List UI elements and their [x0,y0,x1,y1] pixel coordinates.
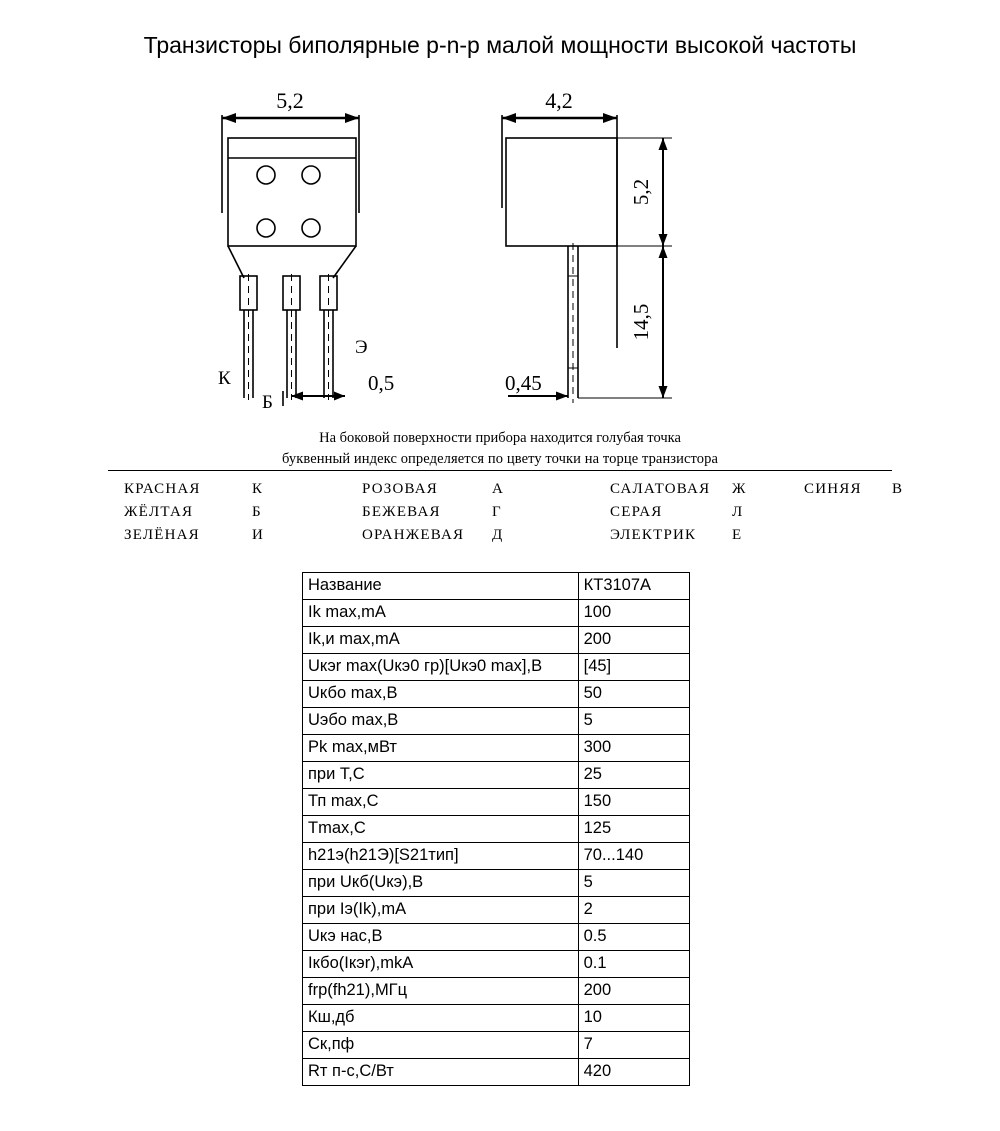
param-value: 10 [578,1005,689,1032]
legend-color-name: СЕРАЯ [610,504,663,520]
param-value: 150 [578,789,689,816]
param-name: Pk max,мВт [303,735,579,762]
param-value: 5 [578,870,689,897]
legend-color-code: В [892,481,904,497]
param-name: h21э(h21Э)[S21тип] [303,843,579,870]
param-name: при Т,С [303,762,579,789]
table-row [303,762,690,789]
param-value: 50 [578,681,689,708]
legend-color-code [892,524,903,547]
page-title: Транзисторы биполярные p-n-p малой мощности высокой частоты [143,32,857,58]
legend-color-name: БЕЖЕВАЯ [362,504,441,520]
table-row [303,816,690,843]
param-name: Название [303,573,579,600]
legend-color-code [892,501,903,524]
label-base: Б [262,392,273,413]
table-row [303,978,690,1005]
color-code-legend [124,478,914,547]
table-row [303,843,690,870]
param-value: 25 [578,762,689,789]
param-value: 200 [578,978,689,1005]
notes-divider [108,470,892,471]
param-value: 420 [578,1059,689,1086]
table-row [303,600,690,627]
table-row [303,897,690,924]
param-name: Uкэ нас,В [303,924,579,951]
param-name: frp(fh21),МГц [303,978,579,1005]
legend-color-code: Г [492,504,502,520]
legend-color-name: ЭЛЕКТРИК [610,527,697,543]
param-value: КТ3107А [578,573,689,600]
table-row [303,708,690,735]
param-value: 0.1 [578,951,689,978]
legend-color-name: ОРАНЖЕВАЯ [362,527,465,543]
param-name: Ik max,mA [303,600,579,627]
legend-color-code: Л [732,504,744,520]
param-value: 5 [578,708,689,735]
legend-color-name: САЛАТОВАЯ [610,481,711,497]
table-row [303,1032,690,1059]
param-value: 2 [578,897,689,924]
dim-lead-length: 14,5 [629,303,653,341]
legend-color-code: Д [492,527,504,543]
param-name: Тmax,С [303,816,579,843]
legend-color-code: Б [252,504,262,520]
param-name: Uэбо max,В [303,708,579,735]
param-value: 0.5 [578,924,689,951]
table-row [303,789,690,816]
table-row [303,870,690,897]
param-name: при Iэ(Ik),mA [303,897,579,924]
table-row [303,735,690,762]
param-value: 100 [578,600,689,627]
legend-color-code: И [252,527,265,543]
legend-color-code: Ж [732,481,747,497]
dim-front-width: 5,2 [276,88,304,113]
note-line-2: буквенный индекс определяется по цвету точки на торце транзистора [281,450,719,467]
param-name: Uкэr max(Uкэ0 гр)[Uкэ0 max],В [303,654,579,681]
param-name: Uкбо max,В [303,681,579,708]
param-name: Ск,пф [303,1032,579,1059]
param-value: [45] [578,654,689,681]
table-row [303,573,690,600]
table-row [303,681,690,708]
param-name: при Uкб(Uкэ),В [303,870,579,897]
param-value: 200 [578,627,689,654]
note-line-1: На боковой поверхности прибора находится голубая точка [319,430,681,446]
table-row [303,654,690,681]
legend-row [124,478,903,501]
param-value: 70...140 [578,843,689,870]
param-value: 125 [578,816,689,843]
dim-side-height: 5,2 [629,178,653,206]
legend-color-name: РОЗОВАЯ [362,481,439,497]
table-row [303,951,690,978]
legend-row [124,524,903,547]
table-row [303,1059,690,1086]
param-name: Iкбо(Iкэr),mkA [303,951,579,978]
table-row [303,924,690,951]
label-emitter: Э [355,337,368,358]
param-name: Rт п-с,С/Вт [303,1059,579,1086]
legend-color-code: К [252,481,264,497]
parameters-table [302,572,690,1086]
dim-side-width: 4,2 [545,88,573,113]
param-name: Кш,дб [303,1005,579,1032]
legend-color-name: КРАСНАЯ [124,481,201,497]
legend-row [124,501,903,524]
table-row [303,627,690,654]
legend-color-name [804,501,892,524]
dim-lead-pitch: 0,5 [368,371,395,395]
table-row [303,1005,690,1032]
label-collector: К [218,368,231,389]
legend-color-code: А [492,481,505,497]
transistor-outline-drawing [0,78,1000,478]
dim-lead-thickness: 0,45 [505,371,542,395]
legend-color-name: ЗЕЛЁНАЯ [124,527,200,543]
param-name: Тп max,С [303,789,579,816]
param-value: 300 [578,735,689,762]
legend-color-code: Е [732,527,743,543]
legend-color-name: СИНЯЯ [804,481,862,497]
param-value: 7 [578,1032,689,1059]
param-name: Ik,и max,mA [303,627,579,654]
marking-notes [0,428,1000,469]
legend-color-name: ЖЁЛТАЯ [124,504,194,520]
legend-color-name [804,524,892,547]
